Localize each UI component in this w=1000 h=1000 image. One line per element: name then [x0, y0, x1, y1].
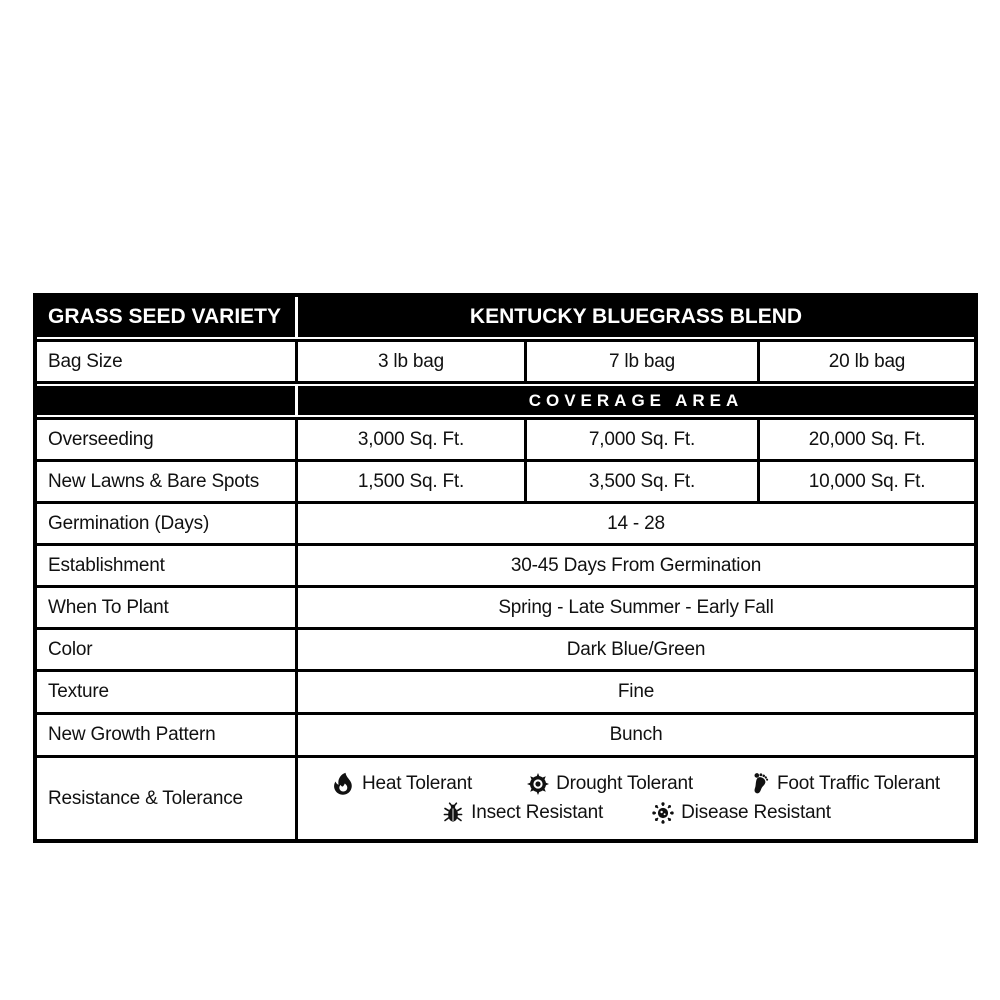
bag-size-label: Bag Size [48, 350, 123, 372]
table-header-row [37, 297, 974, 339]
coverage-area-banner-row [37, 384, 974, 417]
coverage-banner-label: COVERAGE AREA [528, 390, 744, 410]
new-growth-pattern-value: Bunch [295, 715, 974, 755]
resistance-tolerance-row [37, 755, 974, 839]
heat-tolerant-label: Heat Tolerant [361, 773, 473, 794]
when-to-plant-row [37, 585, 974, 627]
new-lawns-row [37, 459, 974, 501]
bag-size-20lb: 20 lb bag [757, 342, 974, 381]
new-growth-pattern-row [37, 712, 974, 755]
texture-row [37, 669, 974, 712]
germ-icon-item [651, 801, 831, 825]
bag-size-7lb: 7 lb bag [524, 342, 757, 381]
establishment-value: 30-45 Days From Germination [295, 546, 974, 585]
variety-header-cell [37, 297, 295, 337]
bug-icon [441, 801, 465, 825]
resistance-tolerance-values [295, 758, 974, 839]
color-value: Dark Blue/Green [295, 630, 974, 669]
heat-tolerant-item [332, 772, 472, 796]
color-label: Color [48, 638, 93, 660]
overseeding-label: Overseeding [48, 428, 154, 450]
flame-icon [332, 772, 356, 796]
germ-icon [651, 801, 675, 825]
disease-resistant-label: Disease Resistant [681, 802, 831, 823]
sun-icon [526, 772, 550, 796]
germination-label: Germination (Days) [48, 512, 210, 534]
texture-value: Fine [295, 672, 974, 712]
insect-resistant-label: Insect Resistant [471, 802, 604, 823]
new-lawns-label: New Lawns & Bare Spots [48, 470, 260, 492]
drought-tolerant-item [526, 772, 693, 796]
foot-traffic-tolerant-item [747, 772, 940, 796]
foot-traffic-tolerant-label: Foot Traffic Tolerant [777, 773, 941, 794]
bag-size-3lb: 3 lb bag [295, 342, 524, 381]
overseeding-3lb-value: 3,000 Sq. Ft. [295, 420, 524, 459]
resistance-line-2 [298, 801, 974, 825]
bag-size-row [37, 339, 974, 384]
when-to-plant-value: Spring - Late Summer - Early Fall [295, 588, 974, 627]
variety-header-label: GRASS SEED VARIETY [48, 305, 281, 328]
coverage-banner-cell [295, 386, 974, 415]
insect-resistant-item [441, 801, 603, 825]
grass-seed-spec-table [33, 293, 978, 843]
establishment-row [37, 543, 974, 585]
new-lawns-20lb-value: 10,000 Sq. Ft. [757, 462, 974, 501]
overseeding-row [37, 417, 974, 459]
germination-value: 14 - 28 [295, 504, 974, 543]
germination-row [37, 501, 974, 543]
new-lawns-7lb-value: 3,500 Sq. Ft. [524, 462, 757, 501]
color-row [37, 627, 974, 669]
establishment-label: Establishment [48, 554, 165, 576]
new-growth-pattern-label: New Growth Pattern [48, 724, 216, 745]
footprint-icon [747, 772, 771, 796]
when-to-plant-label: When To Plant [48, 596, 169, 618]
resistance-tolerance-label: Resistance & Tolerance [48, 787, 243, 809]
drought-tolerant-label: Drought Tolerant [556, 773, 693, 794]
overseeding-20lb-value: 20,000 Sq. Ft. [757, 420, 974, 459]
product-name-label: KENTUCKY BLUEGRASS BLEND [469, 305, 803, 328]
resistance-line-1 [298, 772, 974, 796]
overseeding-7lb-value: 7,000 Sq. Ft. [524, 420, 757, 459]
texture-label: Texture [48, 681, 109, 702]
product-name-header-cell [295, 297, 974, 337]
coverage-banner-empty-cell [37, 386, 295, 415]
new-lawns-3lb-value: 1,500 Sq. Ft. [295, 462, 524, 501]
